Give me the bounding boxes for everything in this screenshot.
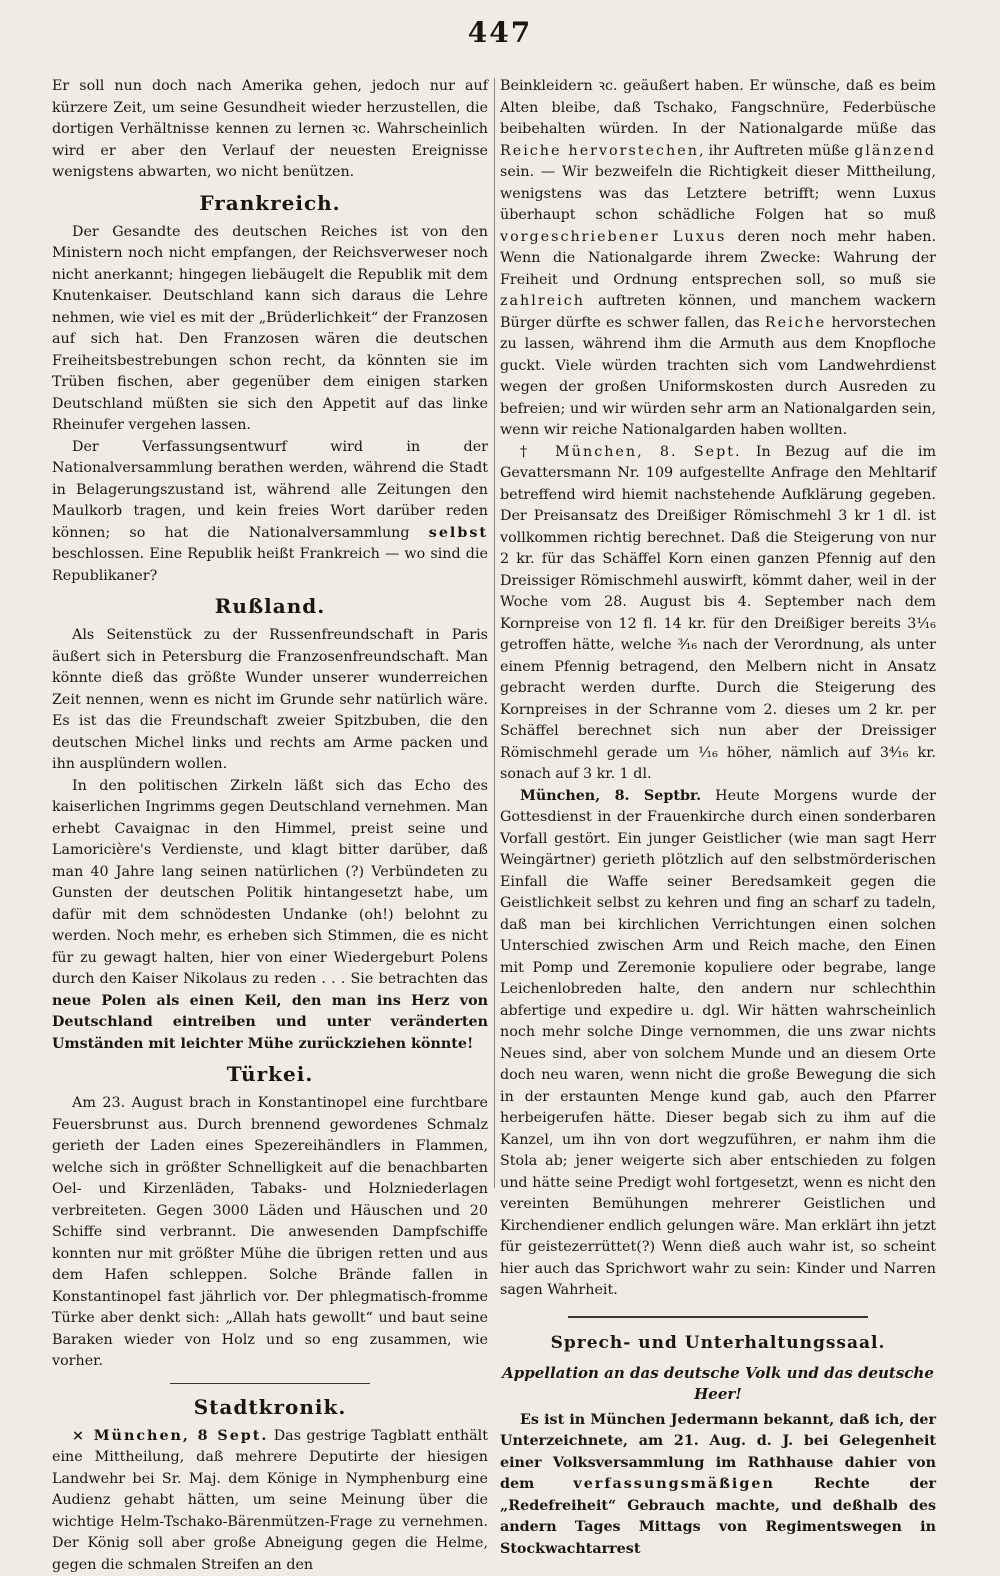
frauenkirche-dateline: München, 8. Septbr. — [520, 788, 701, 804]
helm-emph-zahlreich: zahlreich — [500, 293, 585, 309]
frankreich-p2-emphasis: selbst — [429, 525, 488, 541]
section-rule-right — [568, 1316, 868, 1318]
heading-sprechsaal: Sprech- und Unterhaltungssaal. — [500, 1330, 936, 1357]
frauenkirche-body: Heute Morgens wurde der Gottesdienst in der Frauenkirche durch einen sonderbaren Vorfall gestört. Ein junger Geistlicher (wie man sagt Herr Weingärtner) gerieth plötzlich auf den selbstmörderischen Einfall die Waffe seiner Beredsamkeit gegen die Geistlichkeit selbst zu kehren und fing an scharf zu tadeln, daß man bei kirchlichen Verrichtungen einen solchen Unterschied zwischen Arm und Reich mache, den Einen mit Pomp und Zeremonie kopuliere oder begrabe, lange Leichenlobreden halte, den andern nur schlechthin abfertige und expedire u. dgl. Wir hätten wahrscheinlich noch mehr solche Dinge vernommen, die uns zwar nichts Neues sind, aber von solchem Munde und an diesem Orte doch neu waren, wenn nicht die große Bewegung die sich in der erstaunten Menge kund gab, auch den Pfarrer herbeigerufen hätte. Dieser begab sich zu ihm auf die Kanzel, um ihn von dort wegzuführen, er nahm ihm die Stola ab; jener weigerte sich aber entschieden zu folgen und hätte seine Predigt wohl fortgesetzt, wenn es nicht den vereinten Bemühungen mehrerer Geistlichen und Kirchendiener endlich gelungen wäre. Man erklärt ihn jetzt für geistezerrüttet(?) Wenn dieß auch wahr ist, so scheint hier auch das Sprichwort wahr zu sein: Kinder und Narren sagen Wahrheit. — [500, 788, 936, 1299]
helm-emph-glaenzend: glänzend — [854, 143, 936, 159]
heading-russland: Rußland. — [52, 593, 488, 620]
appellation-emphasis: verfassungsmäßigen — [573, 1476, 774, 1492]
mehltarif-dateline: † München, 8. Sept. — [520, 444, 742, 460]
section-rule — [170, 1383, 370, 1384]
page-number: 447 — [0, 16, 1000, 49]
stadtkronik-dateline: ⨯ München, 8 Sept. — [72, 1428, 268, 1444]
helm-paragraph — [500, 76, 936, 442]
helm-emph-reiche-hervorstechen: Reiche hervorstechen — [500, 143, 699, 159]
left-column — [52, 76, 488, 1576]
frankreich-p2-text-c: beschlossen. Eine Republik heißt Frankreich — wo sind die Republikaner? — [52, 546, 488, 584]
appellation-text-c: Rechte der „Redefreiheit“ Gebrauch machte, und deßhalb des andern Tages Mittags von Regimentswegen in Stockwachtarrest — [500, 1476, 936, 1557]
intro-paragraph: Er soll nun doch nach Amerika gehen, jedoch nur auf kürzere Zeit, um seine Gesundheit wieder herzustellen, die dortigen Verhältnisse kennen zu lernen ꝛc. Wahrscheinlich wird er aber den Verlauf der neuesten Ereignisse wenigstens abwarten, wo nicht benützen. — [52, 76, 488, 184]
helm-text-c: , ihr Auftreten müße — [699, 143, 849, 159]
helm-text-a: Beinkleidern ꝛc. geäußert haben. Er wünsche, daß es beim Alten bleibe, daß Tschako, Fangschnüre, Federbüsche beibehalten würden. In der Nationalgarde müße das — [500, 78, 936, 137]
heading-appellation: Appellation an das deutsche Volk und das deutsche Heer! — [500, 1363, 936, 1405]
mehltarif-body: In Bezug auf die im Gevattersmann Nr. 109 aufgestellte Anfrage den Mehltarif betreffend wird hiemit nachstehende Aufklärung gegeben. Der Preisansatz des Dreißiger Römischmehl 3 kr 1 dl. ist vollkommen richtig berechnet. Daß die Steigerung von nur 2 kr. für das Schäffel Korn einen ganzen Pfennig auf den Dreissiger Römischmehl auswirft, kömmt daher, weil in der Woche vom 28. August bis 4. September nach dem Kornpreise von 12 fl. 14 kr. für den Dreißiger bereits 3⅟₁₆ getroffen hätte, welche ³⁄₁₆ nach der Verordnung, als unter einem Pfennig betragend, den Melbern nicht in Ansatz gebracht werden durfte. Durch die Steigerung des Kornpreises in der Schranne vom 2. dieses um 2 kr. per Schäffel berechnet sich nun aber der Dreissiger Römischmehl gerade um ¹⁄₁₆ höher, nämlich auf 3⁴⁄₁₆ kr. sonach auf 3 kr. 1 dl. — [500, 444, 936, 783]
frankreich-paragraph-1: Der Gesandte des deutschen Reiches ist von den Ministern noch nicht empfangen, der Reichsverweser noch nicht anerkannt; hingegen liebäugelt die Republik mit dem Knutenkaiser. Deutschland kann sich daraus die Lehre nehmen, wie viel es mit der „Brüderlichkeit“ der Franzosen auf sich hat. Den Franzosen wären die deutschen Freiheitsbestrebungen schon recht, da könnten sie im Trüben fischen, aber gegenüber dem einigen starken Deutschland müßten sie sich den Appetit auf das linke Rheinufer vergehen lassen. — [52, 222, 488, 437]
appellation-paragraph — [500, 1410, 936, 1561]
helm-text-k: hervorstechen zu lassen, während ihm die Armuth aus dem Knopfloche guckt. Viele würden trachten sich vom Landwehrdienst wegen der großen Uniformskosten durch Ausreden zu befreien; und wir würden sehr arm an Nationalgarden sein, wenn wir reiche Nationalgarden haben wollten. — [500, 315, 936, 439]
frauenkirche-paragraph — [500, 786, 936, 1302]
russland-p2-text-a: In den politischen Zirkeln läßt sich das Echo des kaiserlichen Ingrimms gegen Deutschland vernehmen. Man erhebt Cavaignac in den Himmel, preist seine und Lamoricière's Verdienste, und klagt bitter darüber, daß man 40 Jahre lang seinen natürlichen (?) Verbündeten zu Gunsten der deutschen Politik hintangesetzt habe, um dafür mit dem schnödesten Undanke (oh!) belohnt zu werden. Noch mehr, es erheben sich Stimmen, die es nicht für zu gewagt halten, hier von einer Wiedergeburt Polens durch den Kaiser Nikolaus zu reden . . . Sie betrachten das — [52, 778, 488, 988]
helm-text-i: auftreten können, und manchem wackern Bürger dürfte es schwer fallen, das — [500, 293, 936, 331]
heading-stadtkronik: Stadtkronik. — [52, 1394, 488, 1421]
frankreich-p2-text-a: Der Verfassungsentwurf wird in der Nationalversammlung berathen werden, während die Stadt in Belagerungszustand ist, während alle Zeitungen den Maulkorb tragen, und kein freies Wort darüber reden können; so hat die Nationalversammlung — [52, 439, 488, 541]
russland-paragraph-2 — [52, 776, 488, 1056]
appellation-text-a: Es ist in München Jedermann bekannt, daß ich, der Unterzeichnete, am 21. Aug. d. J. bei Gelegenheit einer Volksversammlung im Rathhause dahier von dem — [500, 1412, 936, 1493]
column-divider — [494, 78, 495, 1188]
tuerkei-paragraph-1: Am 23. August brach in Konstantinopel eine furchtbare Feuersbrunst aus. Durch brennend gewordenes Schmalz gerieth der Laden eines Spezereihändlers in Flammen, welche sich in größter Schnelligkeit auf die benachbarten Oel- und Kirzenläden, Tabaks- und Holzniederlagen verbreiteten. Gegen 3000 Läden und Häuschen und 20 Schiffe sind verbrannt. Die anwesenden Dampfschiffe konnten nur mit größter Mühe die übrigen retten und aus dem Hafen schleppen. Solche Brände fallen in Konstantinopel fast jährlich vor. Der phlegmatisch-fromme Türke aber denkt sich: „Allah hats gewollt“ und baut seine Baraken wieder von Holz und so eng zusammen, wie vorher. — [52, 1093, 488, 1373]
heading-frankreich: Frankreich. — [52, 190, 488, 217]
heading-tuerkei: Türkei. — [52, 1061, 488, 1088]
helm-text-g: deren noch mehr haben. Wenn die Nationalgarde ihrem Zwecke: Wahrung der Freiheit und Ordnung entsprechen soll, so muß sie — [500, 229, 936, 288]
russland-paragraph-1: Als Seitenstück zu der Russenfreundschaft in Paris äußert sich in Petersburg die Franzosenfreundschaft. Man könnte dieß das größte Wunder unserer wunderreichen Zeit nennen, wenn es nicht im Grunde sehr natürlich wäre. Es ist das die Freundschaft zweier Spitzbuben, die den deutschen Michel links und rechts am Arme packen und ihn ausplündern wollen. — [52, 625, 488, 776]
stadtkronik-paragraph-1 — [52, 1426, 488, 1576]
helm-emph-luxus: vorgeschriebener Luxus — [500, 229, 726, 245]
helm-text-e: sein. — Wir bezweifeln die Richtigkeit dieser Mittheilung, wenigstens was das Letztere betrifft; wenn Luxus überhaupt schon schädliche Folgen hat so muß — [500, 164, 936, 223]
right-column — [500, 76, 936, 1560]
russland-p2-emphasis: neue Polen als einen Keil, den man ins Herz von Deutschland eintreiben und unter veränderten Umständen mit leichter Mühe zurückziehen könnte! — [52, 993, 488, 1052]
helm-emph-reiche: Reiche — [765, 315, 826, 331]
mehltarif-paragraph — [500, 442, 936, 786]
stadtkronik-body: Das gestrige Tagblatt enthält eine Mittheilung, daß mehrere Deputirte der hiesigen Landwehr bei Sr. Maj. dem Könige in Nymphenburg eine Audienz gehabt hätten, um seine Meinung über die wichtige Helm-Tschako-Bärenmützen-Frage zu vernehmen. Der König soll aber große Abneigung gegen die Helme, gegen die schmalen Streifen an den — [52, 1428, 488, 1573]
frankreich-paragraph-2 — [52, 437, 488, 588]
